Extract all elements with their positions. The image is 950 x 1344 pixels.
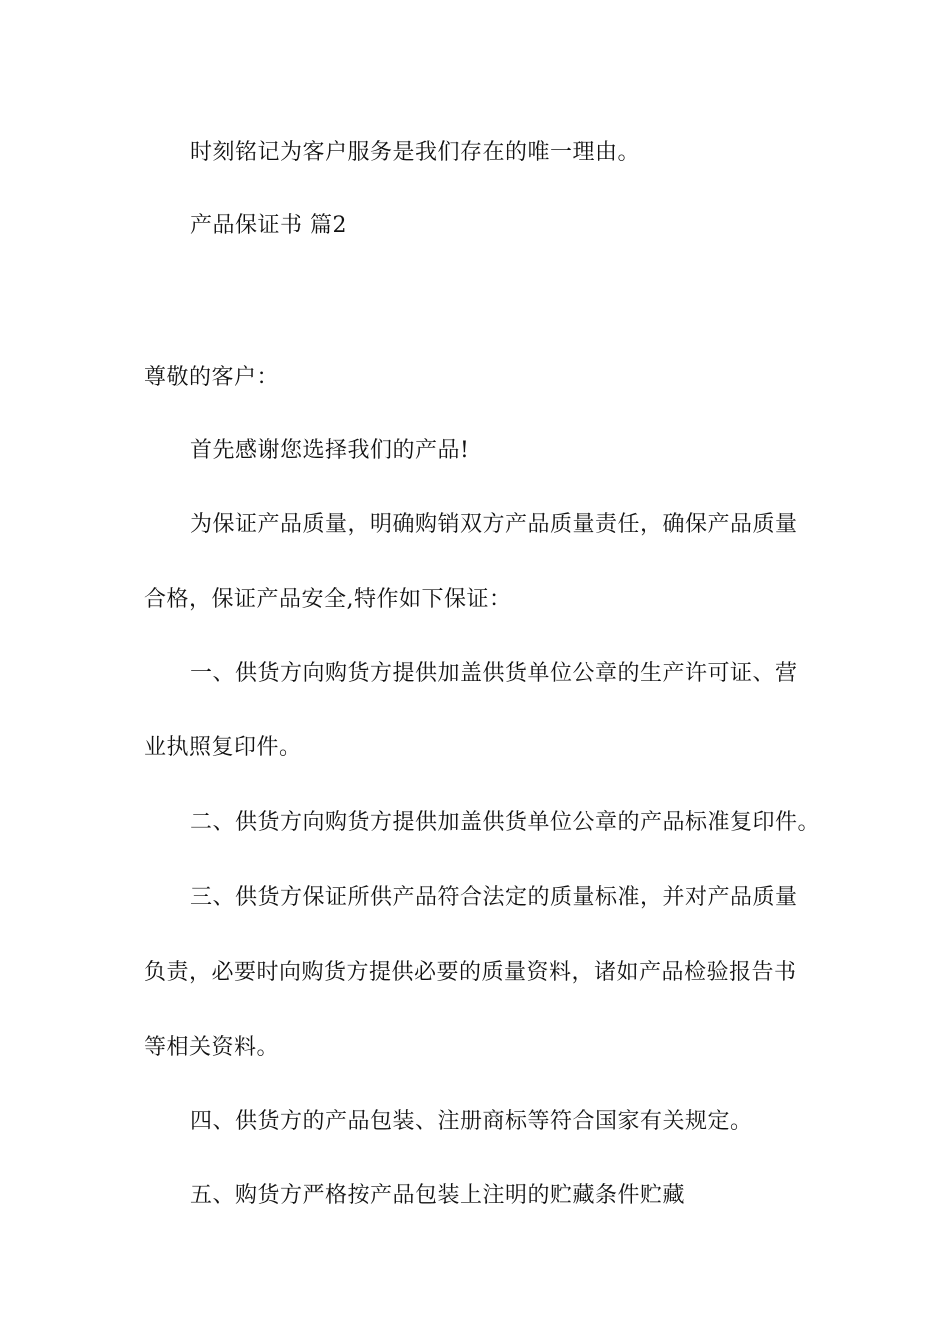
intro-paragraph: 首先感谢您选择我们的产品! [190, 438, 470, 463]
clause-3-line-3: 等相关资料。 [144, 1035, 280, 1060]
clause-4: 四、供货方的产品包装、注册商标等符合国家有关规定。 [190, 1109, 753, 1134]
purpose-paragraph-line-2: 合格，保证产品安全,特作如下保证： [144, 587, 512, 612]
purpose-paragraph-line-1: 为保证产品质量，明确购销双方产品质量责任，确保产品质量 [190, 512, 798, 537]
section-title: 产品保证书 篇2 [190, 213, 347, 238]
clause-5: 五、购货方严格按产品包装上注明的贮藏条件贮藏 [190, 1183, 686, 1208]
clause-3-line-1: 三、供货方保证所供产品符合法定的质量标准，并对产品质量 [190, 885, 798, 910]
salutation: 尊敬的客户： [144, 365, 280, 390]
closing-motto: 时刻铭记为客户服务是我们存在的唯一理由。 [190, 140, 641, 165]
clause-3-line-2: 负责，必要时向购货方提供必要的质量资料，诸如产品检验报告书 [144, 960, 797, 985]
clause-1-line-1: 一、供货方向购货方提供加盖供货单位公章的生产许可证、营 [190, 661, 798, 686]
clause-1-line-2: 业执照复印件。 [144, 735, 302, 760]
clause-2: 二、供货方向购货方提供加盖供货单位公章的产品标准复印件。 [190, 810, 821, 835]
